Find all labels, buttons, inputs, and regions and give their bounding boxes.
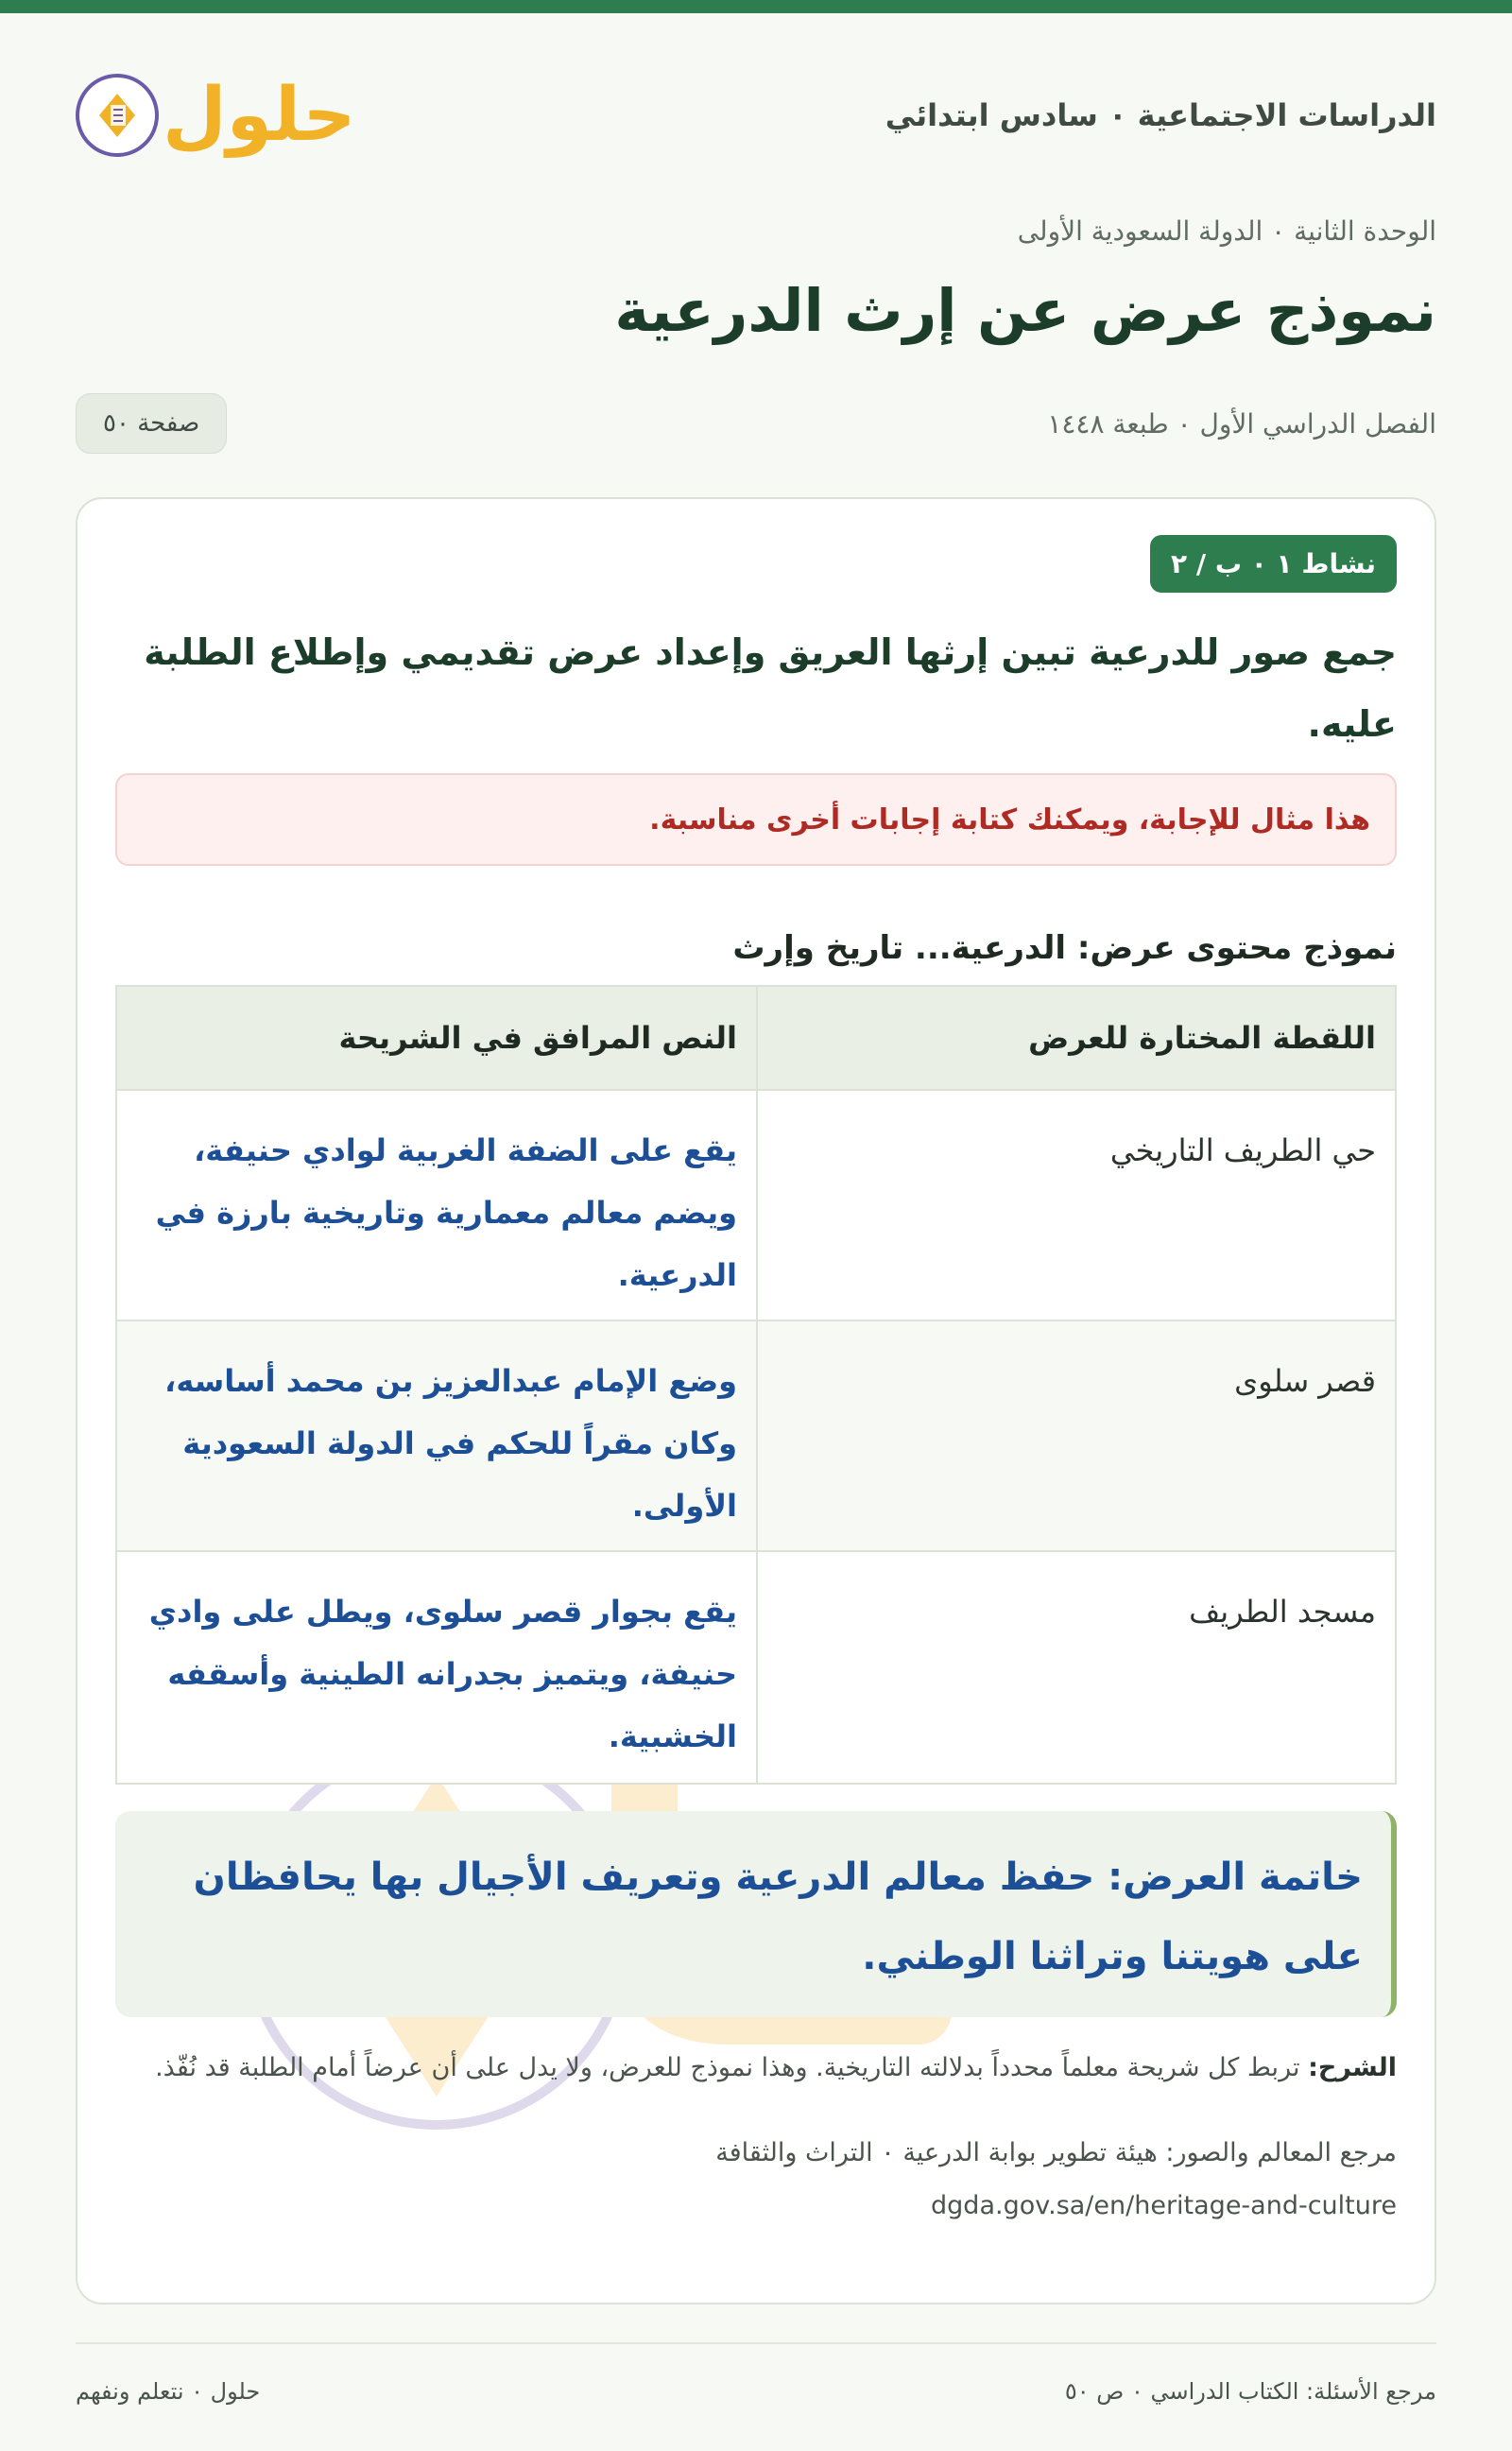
activity-prompt: جمع صور للدرعية تبين إرثها العريق وإعداد عرض تقديمي وإطلاع الطلبة عليه. <box>144 631 1397 745</box>
table-cell-text: يقع على الضفة الغربية لوادي حنيفة، ويضم معالم معمارية وتاريخية بارزة في الدرعية. <box>155 1132 737 1293</box>
brand-logo[interactable] <box>76 73 356 158</box>
table-row <box>117 1552 1395 1783</box>
table-header: النص المرافق في الشريحة <box>338 1020 737 1056</box>
activity-badge: نشاط ١ ٠ ب / ٢ <box>1150 535 1397 593</box>
table-row <box>117 1091 1395 1321</box>
meta-row <box>76 389 1436 457</box>
slides-table <box>115 985 1397 1785</box>
activity-card <box>76 497 1436 2304</box>
footer-reference: مرجع الأسئلة: الكتاب الدراسي ٠ ص ٥٠ <box>1064 2378 1436 2405</box>
page-number-badge: صفحة ٥٠ <box>76 393 227 454</box>
explanation <box>115 2042 1397 2095</box>
page-footer <box>76 2363 1436 2420</box>
conclusion-box <box>115 1811 1397 2017</box>
footer-brand: حلول ٠ نتعلم ونفهم <box>76 2378 261 2405</box>
source-url-link[interactable]: dgda.gov.sa/en/heritage-and-culture <box>931 2191 1397 2220</box>
table-header: اللقطة المختارة للعرض <box>756 987 1395 1089</box>
source-reference <box>115 2127 1397 2233</box>
sample-title: نموذج محتوى عرض: الدرعية... تاريخ وإرث <box>732 929 1397 967</box>
top-accent-bar <box>0 0 1512 13</box>
table-header-row <box>117 987 1395 1091</box>
table-cell-landmark: حي الطريف التاريخي <box>756 1091 1395 1320</box>
table-cell-text: وضع الإمام عبدالعزيز بن محمد أساسه، وكان مقراً للحكم في الدولة السعودية الأولى. <box>164 1363 737 1524</box>
unit-breadcrumb: الوحدة الثانية ٠ الدولة السعودية الأولى <box>1017 216 1436 247</box>
answer-note-text: هذا مثال للإجابة، ويمكنك كتابة إجابات أخرى مناسبة. <box>649 803 1370 837</box>
table-cell-text: يقع بجوار قصر سلوى، ويطل على وادي حنيفة، ويتميز بجدرانه الطينية وأسقفه الخشبية. <box>148 1594 737 1754</box>
logo-text: حلول <box>163 73 356 158</box>
edition-label: الفصل الدراسي الأول ٠ طبعة ١٤٤٨ <box>1047 407 1436 440</box>
explanation-text: تربط كل شريحة معلماً محدداً بدلالته التاريخية. وهذا نموذج للعرض، ولا يدل على أن عرضاً أمام الطلبة قد نُفّذ. <box>155 2053 1300 2082</box>
footer-divider <box>76 2342 1436 2344</box>
page-header <box>76 59 1436 172</box>
explanation-label: الشرح: <box>1308 2053 1397 2082</box>
page-title: نموذج عرض عن إرث الدرعية <box>614 276 1436 345</box>
table-cell-landmark: قصر سلوى <box>756 1321 1395 1550</box>
table-cell-landmark: مسجد الطريف <box>756 1552 1395 1783</box>
table-row <box>117 1321 1395 1552</box>
book-icon <box>76 74 159 157</box>
answer-note <box>115 773 1397 866</box>
source-label: مرجع المعالم والصور: هيئة تطوير بوابة الدرعية ٠ التراث والثقافة <box>715 2138 1397 2167</box>
conclusion-text: خاتمة العرض: حفظ معالم الدرعية وتعريف الأجيال بها يحافظان على هويتنا وتراثنا الوطني. <box>193 1856 1363 1978</box>
subject-title: الدراسات الاجتماعية ٠ سادس ابتدائي <box>885 97 1436 133</box>
